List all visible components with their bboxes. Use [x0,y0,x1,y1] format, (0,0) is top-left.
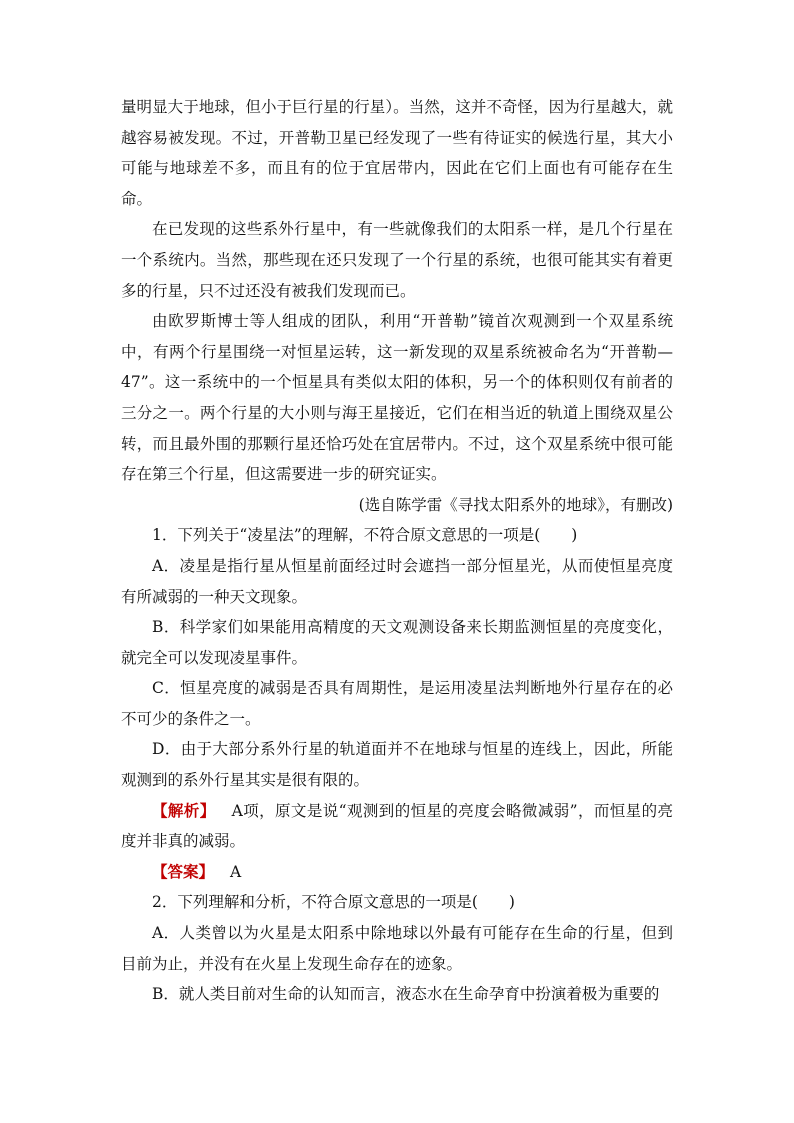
answer-label: 【答案】 [152,861,215,881]
passage-paragraph-3: 由欧罗斯博士等人组成的团队，利用“开普勒”镜首次观测到一个双星系统中，有两个行星围绕一对恒星运转，这一新发现的双星系统被命名为“开普勒—47”。这一系统中的一个恒星具有类似太阳的体积，另一个的体积则仅有前者的三分之一。两个行星的大小则与海王星接近，它们在相当近的轨道上围绕双星公转，而且最外围的那颗行星还恰巧处在宜居带内。不过，这个双星系统中很可能存在第三个行星，但这需要进一步的研究证实。 [121,312,673,484]
analysis-label: 【解析】 [152,800,216,820]
question-2-option-b: B．就人类目前对生命的认知而言，液态水在生命孕育中扮演着极为重要的 [152,985,660,1004]
passage-source: (选自陈学雷《寻找太阳系外的地球》，有删改) [358,495,673,514]
question-1-analysis [121,796,673,857]
answer-text: A [230,862,242,881]
question-1-option-d: D．由于大部分系外行星的轨道面并不在地球与恒星的连线上，因此，所能观测到的系外行星其实是很有限的。 [121,740,673,790]
question-1-stem: 1．下列关于“凌星法”的理解，不符合原文意思的一项是( ) [152,526,578,545]
analysis-text: A项，原文是说“观测到的恒星的亮度会略微减弱”，而恒星的亮度并非真的减弱。 [121,801,673,851]
question-1-option-a: A．凌星是指行星从恒星前面经过时会遮挡一部分恒星光，从而使恒星亮度有所减弱的一种天文现象。 [121,556,673,606]
passage-paragraph-2: 在已发现的这些系外行星中，有一些就像我们的太阳系一样，是几个行星在一个系统内。当然，那些现在还只发现了一个行星的系统，也很可能其实有着更多的行星，只不过还没有被我们发现而已。 [121,220,673,300]
document-body [121,92,673,1010]
question-2-option-a: A．人类曾以为火星是太阳系中除地球以外最有可能存在生命的行星，但到目前为止，并没有在火星上发现生命存在的迹象。 [121,924,673,973]
passage-paragraph-1: 量明显大于地球，但小于巨行星的行星）。当然，这并不奇怪，因为行星越大，就越容易被发现。不过，开普勒卫星已经发现了一些有待证实的候选行星，其大小可能与地球差不多，而且有的位于宜居带内，因此在它们上面也有可能存在生命。 [121,98,673,208]
question-2-stem: 2．下列理解和分析，不符合原文意思的一项是( ) [152,893,515,912]
question-1-answer [121,857,673,888]
question-1-option-c: C．恒星亮度的减弱是否具有周期性，是运用凌星法判断地外行星存在的必不可少的条件之一。 [121,679,673,728]
question-1-option-b: B．科学家们如果能用高精度的天文观测设备来长期监测恒星的亮度变化，就完全可以发现凌星事件。 [121,618,673,667]
